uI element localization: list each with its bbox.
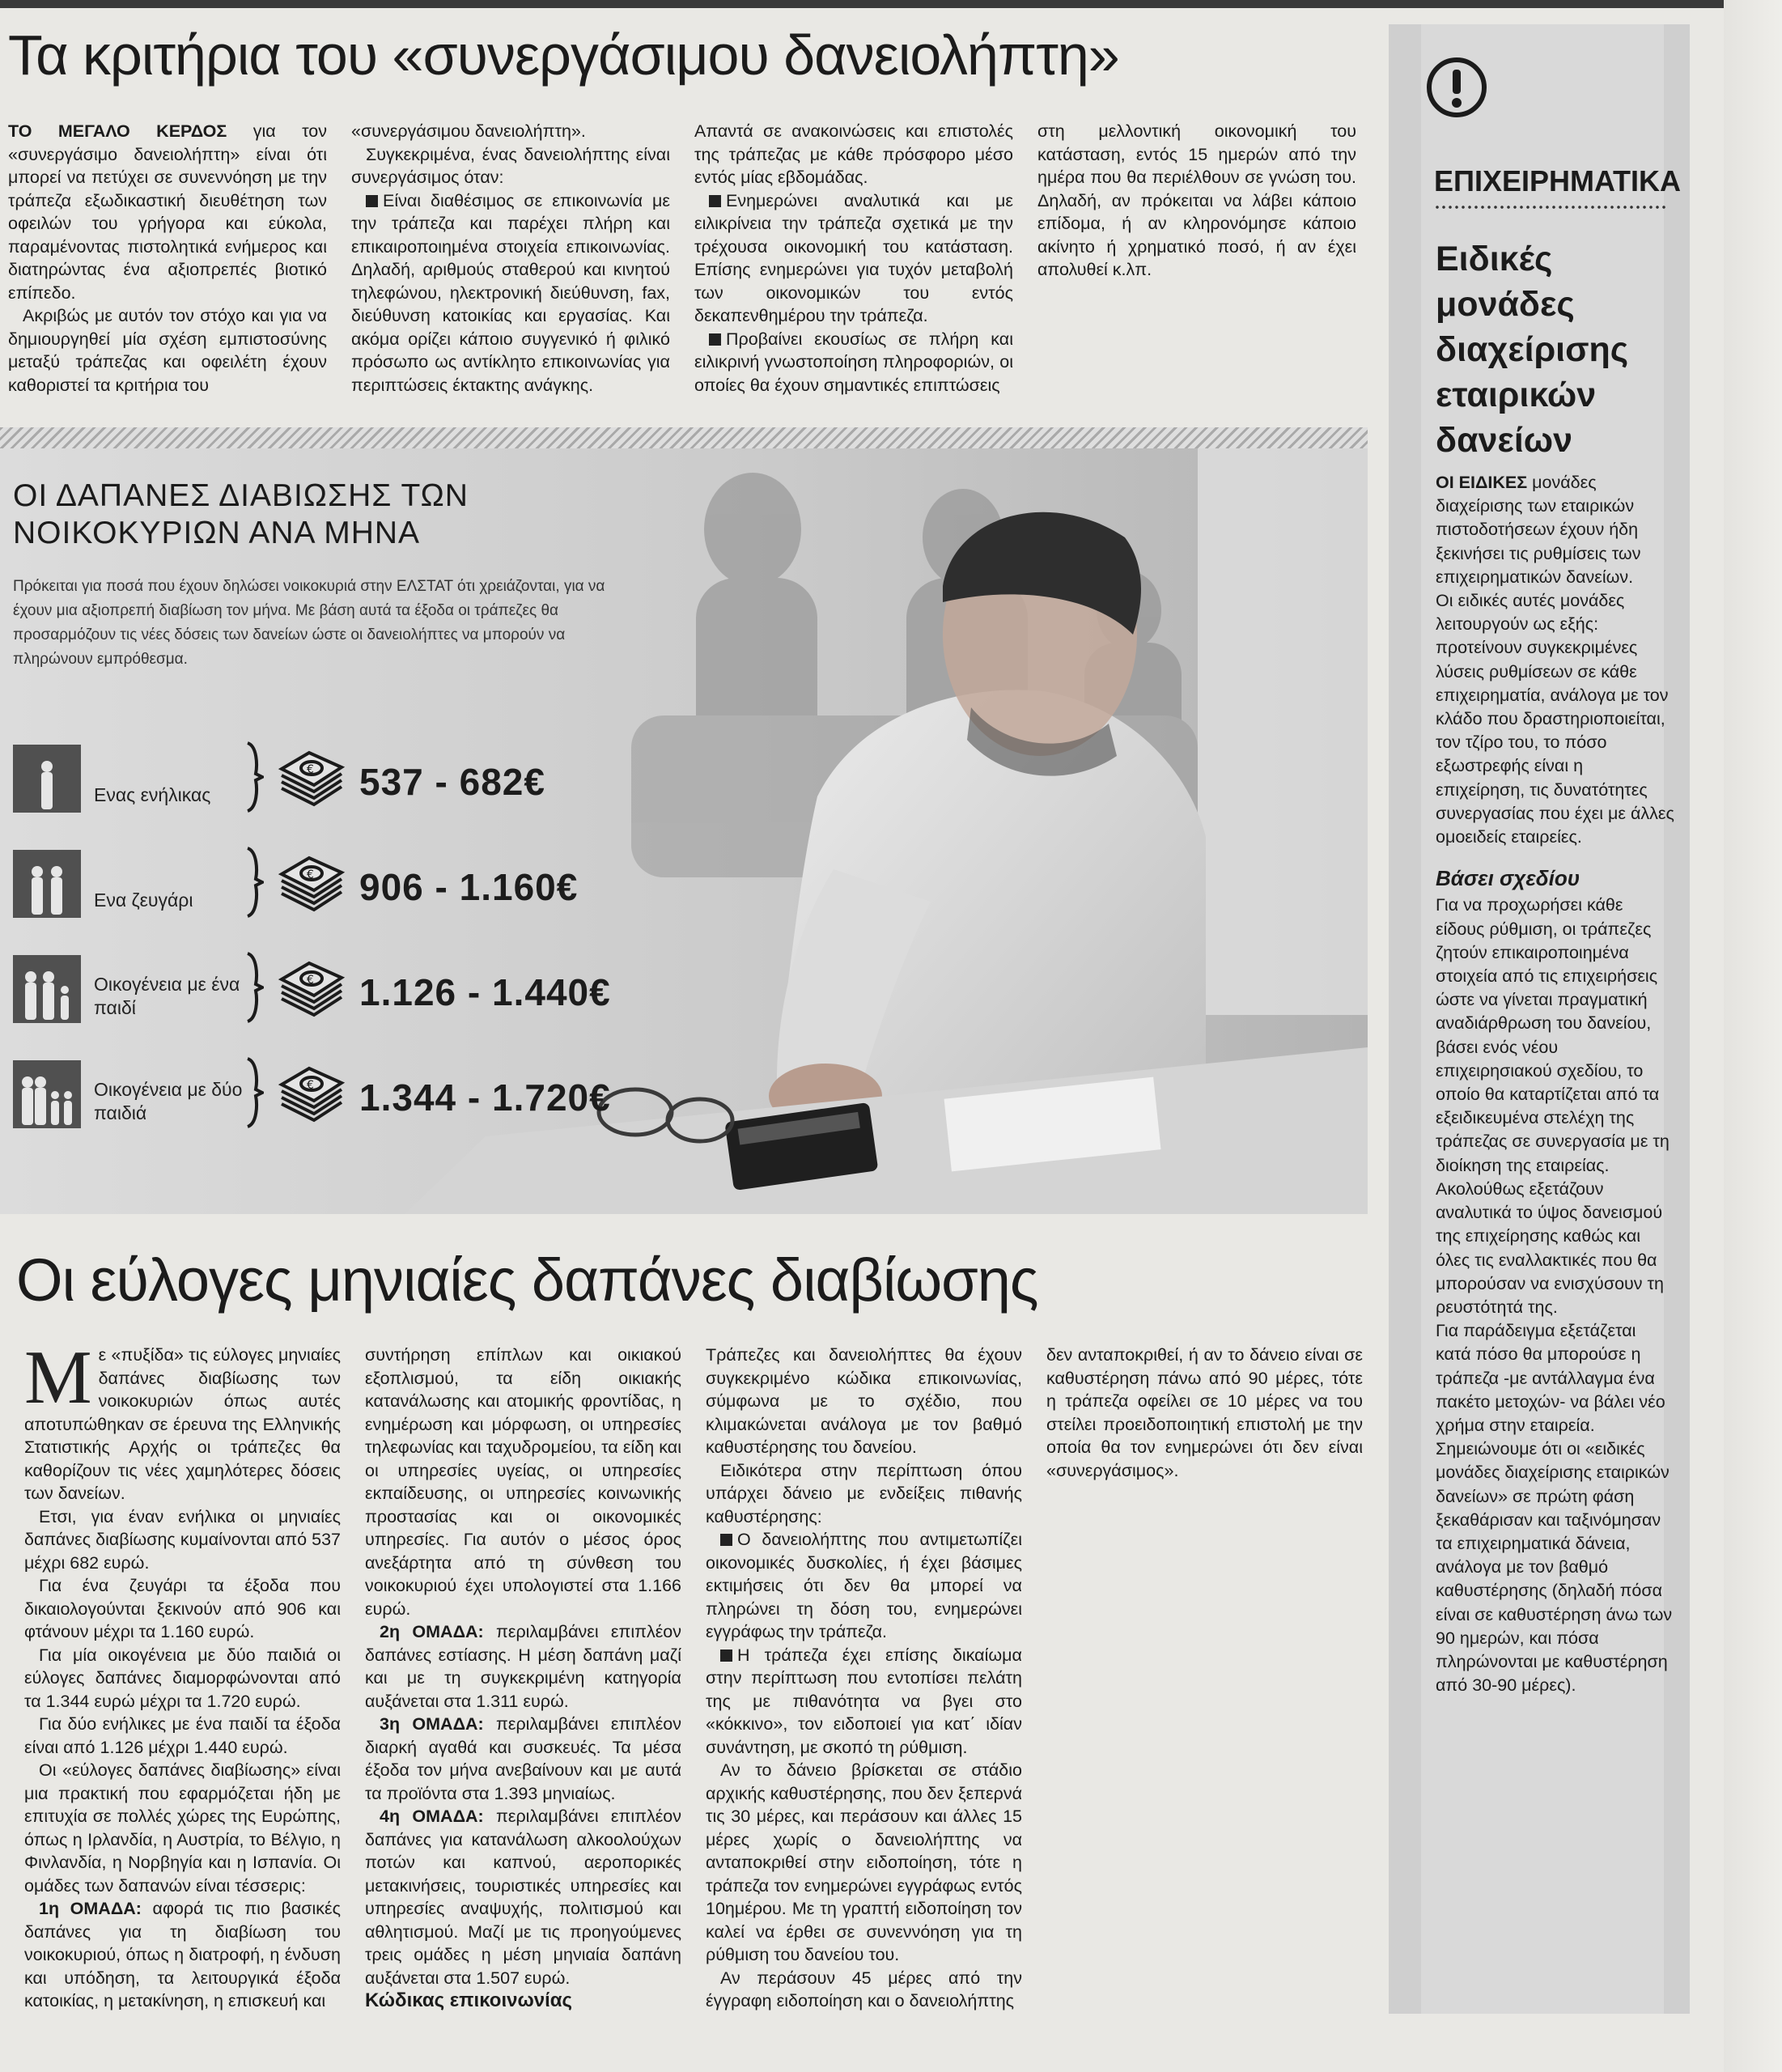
paragraph-lead: ΤΟ ΜΕΓΑΛΟ ΚΕΡΔΟΣ — [8, 121, 227, 141]
bullet-square-icon — [709, 195, 721, 207]
cost-row-label: Ενα ζευγάρι — [94, 890, 193, 911]
paragraph — [706, 1344, 1022, 1459]
paragraph — [1046, 1344, 1363, 1482]
paragraph-text: περιλαμβάνει επιπλέον δαπάνες για κατανάλωση αλκοολούχων ποτών και καπνού, αεροπορικές μετακινήσεις, τουριστικές υπηρεσίες και υπηρεσίες αναψυχής, πολιτισμού και αθλητισμού. Μαζί με τις προηγούμενες τρεις ομάδες η μέση μηνιαία δαπάνη αυξάνεται στα 1.507 ευρώ. — [365, 1807, 681, 1988]
family-two-children-icon — [13, 1060, 81, 1128]
euro-banknotes-icon — [274, 1064, 346, 1125]
bullet-square-icon — [720, 1650, 732, 1662]
paragraph-text: Ειδικότερα στην περίπτωση όπου υπάρχει δάνειο με ενδείξεις πιθανής καθυστέρησης: — [706, 1460, 1022, 1526]
article2-column — [365, 1344, 681, 2032]
group-label: 2η ΟΜΑΔΑ: — [380, 1622, 484, 1641]
article1-column — [351, 120, 670, 411]
paragraph-text: Ακολούθως εξετάζουν αναλυτικά το ύψος δανεισμού της επιχείρησης καθώς και όλες τις εναλλακτικές που θα μπορούσαν να ενισχύσουν τη ρευστότητά της. — [1436, 1178, 1664, 1317]
paragraph-text: συντήρηση επίπλων και οικιακού εξοπλισμού, τα είδη οικιακής κατανάλωσης και ατομικής φροντίδας, η ενημέρωση και μόρφωση, οι υπηρεσίες τηλεφωνίας και ταχυδρομείου, τα είδη και οι υπηρεσίες υγείας, οι υπηρεσίες εκπαίδευσης, οι υπηρεσίες κοινωνικής προστασίας και οι οικονομικές υπηρεσίες. Για αυτόν ο μέσος όρος ανεξάρτητα από τη σύνθεση του νοικοκυριού έχει υπολογιστεί στα 1.166 ευρώ. — [365, 1345, 681, 1619]
paragraph — [706, 1759, 1022, 1967]
paragraph-text: μονάδες διαχείρισης των εταιρικών πιστοδοτήσεων έχουν ήδη ξεκινήσει τις ρυθμίσεις των επιχειρηματικών δανείων. — [1436, 473, 1641, 587]
article1-column — [694, 120, 1013, 411]
couple-icon — [13, 850, 81, 918]
brace-icon — [244, 741, 264, 813]
paragraph-text: Οι ειδικές αυτές μονάδες λειτουργούν ως εξής: προτείνουν συγκεκριμένες λύσεις ρυθμίσεων σε κάθε επιχειρηματία, ανάλογα με τον κλάδο που δραστηριοποιείται, τον τζίρο του, το πόσο εξωστρεφής είναι η επιχείρηση, τις δυνατότητες συνεργασίας που έχει με άλλες ομοειδείς εταιρείες. — [1436, 591, 1674, 847]
svg-text:€: € — [307, 974, 314, 987]
article2-column — [706, 1344, 1022, 2032]
paragraph-text: στη μελλοντική οικονομική του κατάσταση, εντός 15 ημερών από την ημέρα που θα περιέλθουν σε γνώση του. Δηλαδή, αν πρόκειται να λάβει κάποιο επίδομα, ή αν κληρονόμησε κάποιο ακίνητο ή χρηματικό ποσό, ή αν έχει απολυθεί κ.λπ. — [1037, 121, 1356, 279]
cost-row-label: Οικογένεια με δύο παιδιά — [94, 1079, 243, 1123]
infographic-title: ΟΙ ΔΑΠΑΝΕΣ ΔΙΑΒΙΩΣΗΣ ΤΩΝ ΝΟΙΚΟΚΥΡΙΩΝ ΑΝΑ ΜΗΝΑ — [13, 478, 469, 550]
infographic-subtitle: Πρόκειται για ποσά που έχουν δηλώσει νοικοκυριά στην ΕΛΣΤΑΤ ότι χρειάζονται, για να έχουν μια αξιοπρεπή διαβίωση τον μήνα. Με βάση αυτά τα έξοδα οι τράπεζες θα προσαρμόζουν τις νέες δόσεις των δανείων ώστε οι δανειολήπτες να μπορούν να πληρώνουν εμπρόθεσμα. — [13, 578, 605, 668]
paragraph — [24, 1344, 341, 1505]
paragraph — [24, 1897, 341, 2013]
paragraph — [8, 120, 327, 304]
paragraph — [706, 1644, 1022, 1760]
sidebar-category: ΕΠΙΧΕΙΡΗΜΑΤΙΚΑ — [1434, 164, 1682, 197]
paragraph — [694, 328, 1013, 397]
paragraph-lead: ΟΙ ΕΙΔΙΚΕΣ — [1436, 473, 1528, 492]
paragraph-text: περιλαμβάνει επιπλέον διαρκή αγαθά και συσκευές. Τα μέσα έξοδα τον μήνα ανεβαίνουν και με αυτά τα προϊόντα στα 1.393 μηνιαίως. — [365, 1714, 681, 1803]
cost-row — [13, 1060, 677, 1138]
family-one-child-icon — [13, 955, 81, 1023]
business-sidebar — [1389, 24, 1690, 2014]
cost-row — [13, 850, 677, 928]
cost-range-amount: 537 - 682€ — [359, 761, 545, 803]
sidebar-paragraph — [1436, 1178, 1675, 1319]
sidebar-paragraph — [1436, 471, 1675, 589]
paragraph-text: Οι «εύλογες δαπάνες διαβίωσης» είναι μια πρακτική που εφαρμόζεται ήδη με επιτυχία σε πολλές χώρες της Ευρώπης, όπως η Ιρλανδία, η Αυστρία, το Βέλγιο, η Φινλανδία, η Νορβηγία και η Ισπανία. Οι ομάδες των δαπανών είναι τέσσερις: — [24, 1760, 341, 1896]
paragraph — [694, 189, 1013, 328]
paragraph-text: ε «πυξίδα» τις εύλογες μηνιαίες δαπάνες διαβίωσης των νοικοκυριών όπως αυτές αποτυπώθηκαν σε έρευνα της Ελληνικής Στατιστικής Αρχής οι τράπεζες θα καθορίζουν τις νέες χαμηλότερες δόσεις των δανείων. — [24, 1345, 341, 1503]
euro-banknotes-icon — [274, 958, 346, 1020]
cost-row — [13, 955, 677, 1033]
paragraph-text: Τράπεζες και δανειολήπτες θα έχουν συγκεκριμένο κώδικα επικοινωνίας, σύμφωνα με το σχέδιο, που κλιμακώνεται ανάλογα με τον βαθμό καθυστέρησης του δανείου. — [706, 1345, 1022, 1457]
cost-row-label: Ενας ενήλικας — [94, 784, 211, 805]
svg-text:€: € — [307, 763, 314, 776]
paragraph — [351, 143, 670, 189]
svg-text:€: € — [307, 1079, 314, 1092]
paragraph-text: Ακριβώς με αυτόν τον στόχο και για να δημιουργηθεί μία σχέση εμπιστοσύνης μεταξύ τράπεζας και οφειλέτη έχουν καθοριστεί τα κριτήρια του — [8, 306, 327, 395]
bullet-square-icon — [720, 1534, 732, 1546]
paragraph-text: Συγκεκριμένα, ένας δανειολήπτης είναι συνεργάσιμος όταν: — [351, 144, 670, 187]
paragraph — [365, 1620, 681, 1713]
sidebar-paragraph — [1436, 589, 1675, 849]
article1-headline: Τα κριτήρια του «συνεργάσιμου δανειολήπτη» — [8, 23, 1119, 87]
paragraph — [24, 1713, 341, 1759]
article1-column — [1037, 120, 1356, 411]
sidebar-paragraph — [1436, 894, 1675, 1177]
page-margin — [1724, 0, 1782, 2072]
paragraph-text: Σημειώνουμε ότι οι «ειδικές μονάδες διαχείρισης εταιρικών δανείων» σε πρώτη φάση ξεκαθάρισαν και ταξινόμησαν τα επιχειρηματικά δάνεια, ανάλογα με τον βαθμό καθυστέρησης (δηλαδή πόσα είναι σε καθυστέρηση άνω των 90 ημερών, και πόσα πληρώνονται με καθυστέρηση από 30-90 μέρες). — [1436, 1439, 1673, 1696]
paragraph-text: Για παράδειγμα εξετάζεται κατά πόσο θα μπορούσε η τράπεζα -με αντάλλαγμα ένα πακέτο μετοχών- να βάλει νέο χρήμα στην εταιρεία. — [1436, 1321, 1665, 1435]
paragraph-text: Αν το δάνειο βρίσκεται σε στάδιο αρχικής καθυστέρησης, που δεν ξεπερνά τις 30 μέρες, και περάσουν και άλλες 15 μέρες χωρίς ο δανειολήπτης να ανταποκριθεί στην ειδοποίηση, τότε η τράπεζα τον ενημερώνει εγγράφως εντός 10ημέρου. Με τη γραπτή ειδοποίηση τον καλεί να έρθει σε συνεννόηση για τη ρύθμιση του δανείου του. — [706, 1760, 1022, 1964]
paragraph — [365, 1713, 681, 1805]
drop-cap: Μ — [24, 1344, 92, 1420]
living-costs-infographic — [0, 427, 1368, 1214]
paragraph-text: Ο δανειολήπτης που αντιμετωπίζει οικονομικές δυσκολίες, ή έχει βάσιμες εκτιμήσεις ότι δεν θα μπορεί να πληρώνει τη δόση του, ενημερώνει εγγράφως την τράπεζα. — [706, 1530, 1022, 1641]
bullet-square-icon — [366, 195, 378, 207]
paragraph-text: περιλαμβάνει επιπλέον δαπάνες εστίασης. Η μέση δαπάνη μαζί και με τη συγκεκριμένη κατηγορία αυξάνεται στα 1.311 ευρώ. — [365, 1622, 681, 1711]
subheading: Κώδικας επικοινωνίας — [365, 1989, 572, 2011]
paragraph — [24, 1759, 341, 1897]
paragraph — [24, 1505, 341, 1575]
paragraph-text: Για δύο ενήλικες με ένα παιδί τα έξοδα είναι από 1.126 μέχρι 1.440 ευρώ. — [24, 1714, 341, 1757]
paragraph-text: Απαντά σε ανακοινώσεις και επιστολές της τράπεζας με κάθε πρόσφορο μέσο εντός μίας εβδομάδας. — [694, 121, 1013, 187]
hatch-divider — [0, 427, 1368, 448]
paragraph-text: αφορά τις πιο βασικές δαπάνες για τη διαβίωση του νοικοκυριού, όπως η διατροφή, η ένδυση και υπόδηση, τα λειτουργικά έξοδα κατοικίας, η μετακίνηση, η επισκευή και — [24, 1899, 341, 2010]
paragraph-text: Αν περάσουν 45 μέρες από την έγγραφη ειδοποίηση και ο δανειολήπτης — [706, 1968, 1022, 2010]
paragraph-text: Ετσι, για έναν ενήλικα οι μηνιαίες δαπάνες διαβίωσης κυμαίνονται από 537 μέχρι 682 ευρώ. — [24, 1506, 341, 1573]
sidebar-paragraph — [1436, 1319, 1675, 1437]
exclamation-icon — [1424, 55, 1489, 120]
paragraph — [706, 1967, 1022, 2013]
paragraph — [351, 120, 670, 143]
article1-column — [8, 120, 327, 411]
paragraph-text: Είναι διαθέσιμος σε επικοινωνία με την τράπεζα και παρέχει πλήρη και επικαιροποιημένα στοιχεία επικοινωνίας. Δηλαδή, αριθμούς σταθερού και κινητού τηλεφώνου, ηλεκτρονική διεύθυνση, fax, διεύθυνση κατοικίας και εργασίας. Και ακόμα ορίζει κάποιο συγγενικό ή φιλικό πρόσωπο ως αντίκλητο επικοινωνίας για περιπτώσεις έκτακτης ανάγκης. — [351, 190, 670, 395]
paragraph-text: Για ένα ζευγάρι τα έξοδα που δικαιολογούνται ξεκινούν από 906 και φτάνουν μέχρι τα 1.160 ευρώ. — [24, 1576, 341, 1641]
paragraph — [1037, 120, 1356, 282]
group-label: 4η ΟΜΑΔΑ: — [380, 1807, 484, 1826]
paragraph — [706, 1528, 1022, 1644]
euro-banknotes-icon — [274, 748, 346, 809]
paragraph — [365, 1805, 681, 1989]
paragraph-text: «συνεργάσιμου δανειολήπτη». — [351, 121, 586, 141]
paragraph-text: Ενημερώνει αναλυτικά και με ειλικρίνεια την τράπεζα σχετικά με την τρέχουσα οικονομική του κατάσταση. Επίσης ενημερώνει για τυχόν μεταβολή των οικονομικών του εντός δεκαπενθημέρου την τράπεζα. — [694, 190, 1013, 325]
group-label: 3η ΟΜΑΔΑ: — [380, 1714, 484, 1734]
euro-banknotes-icon — [274, 853, 346, 915]
paragraph-text: Για μία οικογένεια με δύο παιδιά οι εύλογες δαπάνες διαμορφώνονται από τα 1.344 ευρώ μέχρι τα 1.720 ευρώ. — [24, 1645, 341, 1711]
paragraph — [8, 304, 327, 397]
cost-range-amount: 906 - 1.160€ — [359, 866, 579, 908]
paragraph — [694, 120, 1013, 189]
article2-column — [24, 1344, 341, 2032]
dotted-divider — [1434, 204, 1669, 210]
paragraph-text: Για να προχωρήσει κάθε είδους ρύθμιση, οι τράπεζες ζητούν επικαιροποιημένα στοιχεία από τις επιχειρήσεις ώστε να γίνεται πραγματική αναδιάρθρωση του δανείου, βάσει ενός νέου επιχειρησιακού σχεδίου, το οποίο θα καταρτίζεται από τα εξειδικευμένα στελέχη της τράπεζας σε συνεργασία με τη διοίκηση της εταιρείας. — [1436, 895, 1670, 1175]
paragraph — [24, 1644, 341, 1713]
cost-row — [13, 745, 677, 822]
article2-headline: Οι εύλογες μηνιαίες δαπάνες διαβίωσης — [16, 1246, 1038, 1314]
paragraph-text: Η τράπεζα έχει επίσης δικαίωμα στην περίπτωση που εντοπίσει πελάτη της με πιθανότητα να βγει στο «κόκκινο», τον ειδοποιεί για κατ΄ ιδίαν συνάντηση, με σκοπό τη ρύθμιση. — [706, 1645, 1022, 1757]
paragraph — [706, 1459, 1022, 1529]
brace-icon — [244, 952, 264, 1023]
paragraph — [24, 1574, 341, 1644]
sidebar-subheading: Βάσει σχεδίου — [1436, 866, 1580, 891]
sidebar-body — [1436, 471, 1675, 2009]
paragraph-text: Προβαίνει εκουσίως σε πλήρη και ειλικρινή γνωστοποίηση πληροφοριών, οι οποίες θα έχουν σημαντικές επιπτώσεις — [694, 329, 1013, 395]
brace-icon — [244, 847, 264, 918]
svg-text:€: € — [307, 868, 314, 881]
brace-icon — [244, 1057, 264, 1128]
article2-column — [1046, 1344, 1363, 2032]
sidebar-title: Ειδικές μονάδες διαχείρισης εταιρικών δανείων — [1436, 240, 1629, 460]
paragraph-text: δεν ανταποκριθεί, ή αν το δάνειο είναι σε καθυστέρηση πάνω από 90 μέρες, τότε η τράπεζα οφείλει σε 10 μέρες να του στείλει προειδοποιητική επιστολή με την οποία θα τον ενημερώνει ότι δεν είναι «συνεργάσιμος». — [1046, 1345, 1363, 1480]
paragraph — [365, 1344, 681, 1620]
cost-range-amount: 1.126 - 1.440€ — [359, 971, 611, 1013]
paragraph-text: για τον «συνεργάσιμο δανειολήπτη» είναι ότι μπορεί να πετύχει σε συνεννόηση με την τράπεζα εξωδικαστική διευθέτηση των οφειλών του γρήγορα και εύκολα, παραμένοντας πιστολητικά ενήμερος και διατηρώντας ένα αξιοπρεπές βιοτικό επίπεδο. — [8, 121, 327, 303]
group-label: 1η ΟΜΑΔΑ: — [39, 1899, 142, 1918]
one-adult-icon — [13, 745, 81, 813]
top-rule — [0, 0, 1782, 8]
article1-body — [8, 120, 1356, 411]
cost-range-amount: 1.344 - 1.720€ — [359, 1076, 611, 1119]
bullet-square-icon — [709, 333, 721, 346]
sidebar-paragraph — [1436, 1437, 1675, 1697]
paragraph — [351, 189, 670, 397]
cost-row-label: Οικογένεια με ένα παιδί — [94, 974, 240, 1018]
article2-body — [24, 1344, 1363, 2032]
